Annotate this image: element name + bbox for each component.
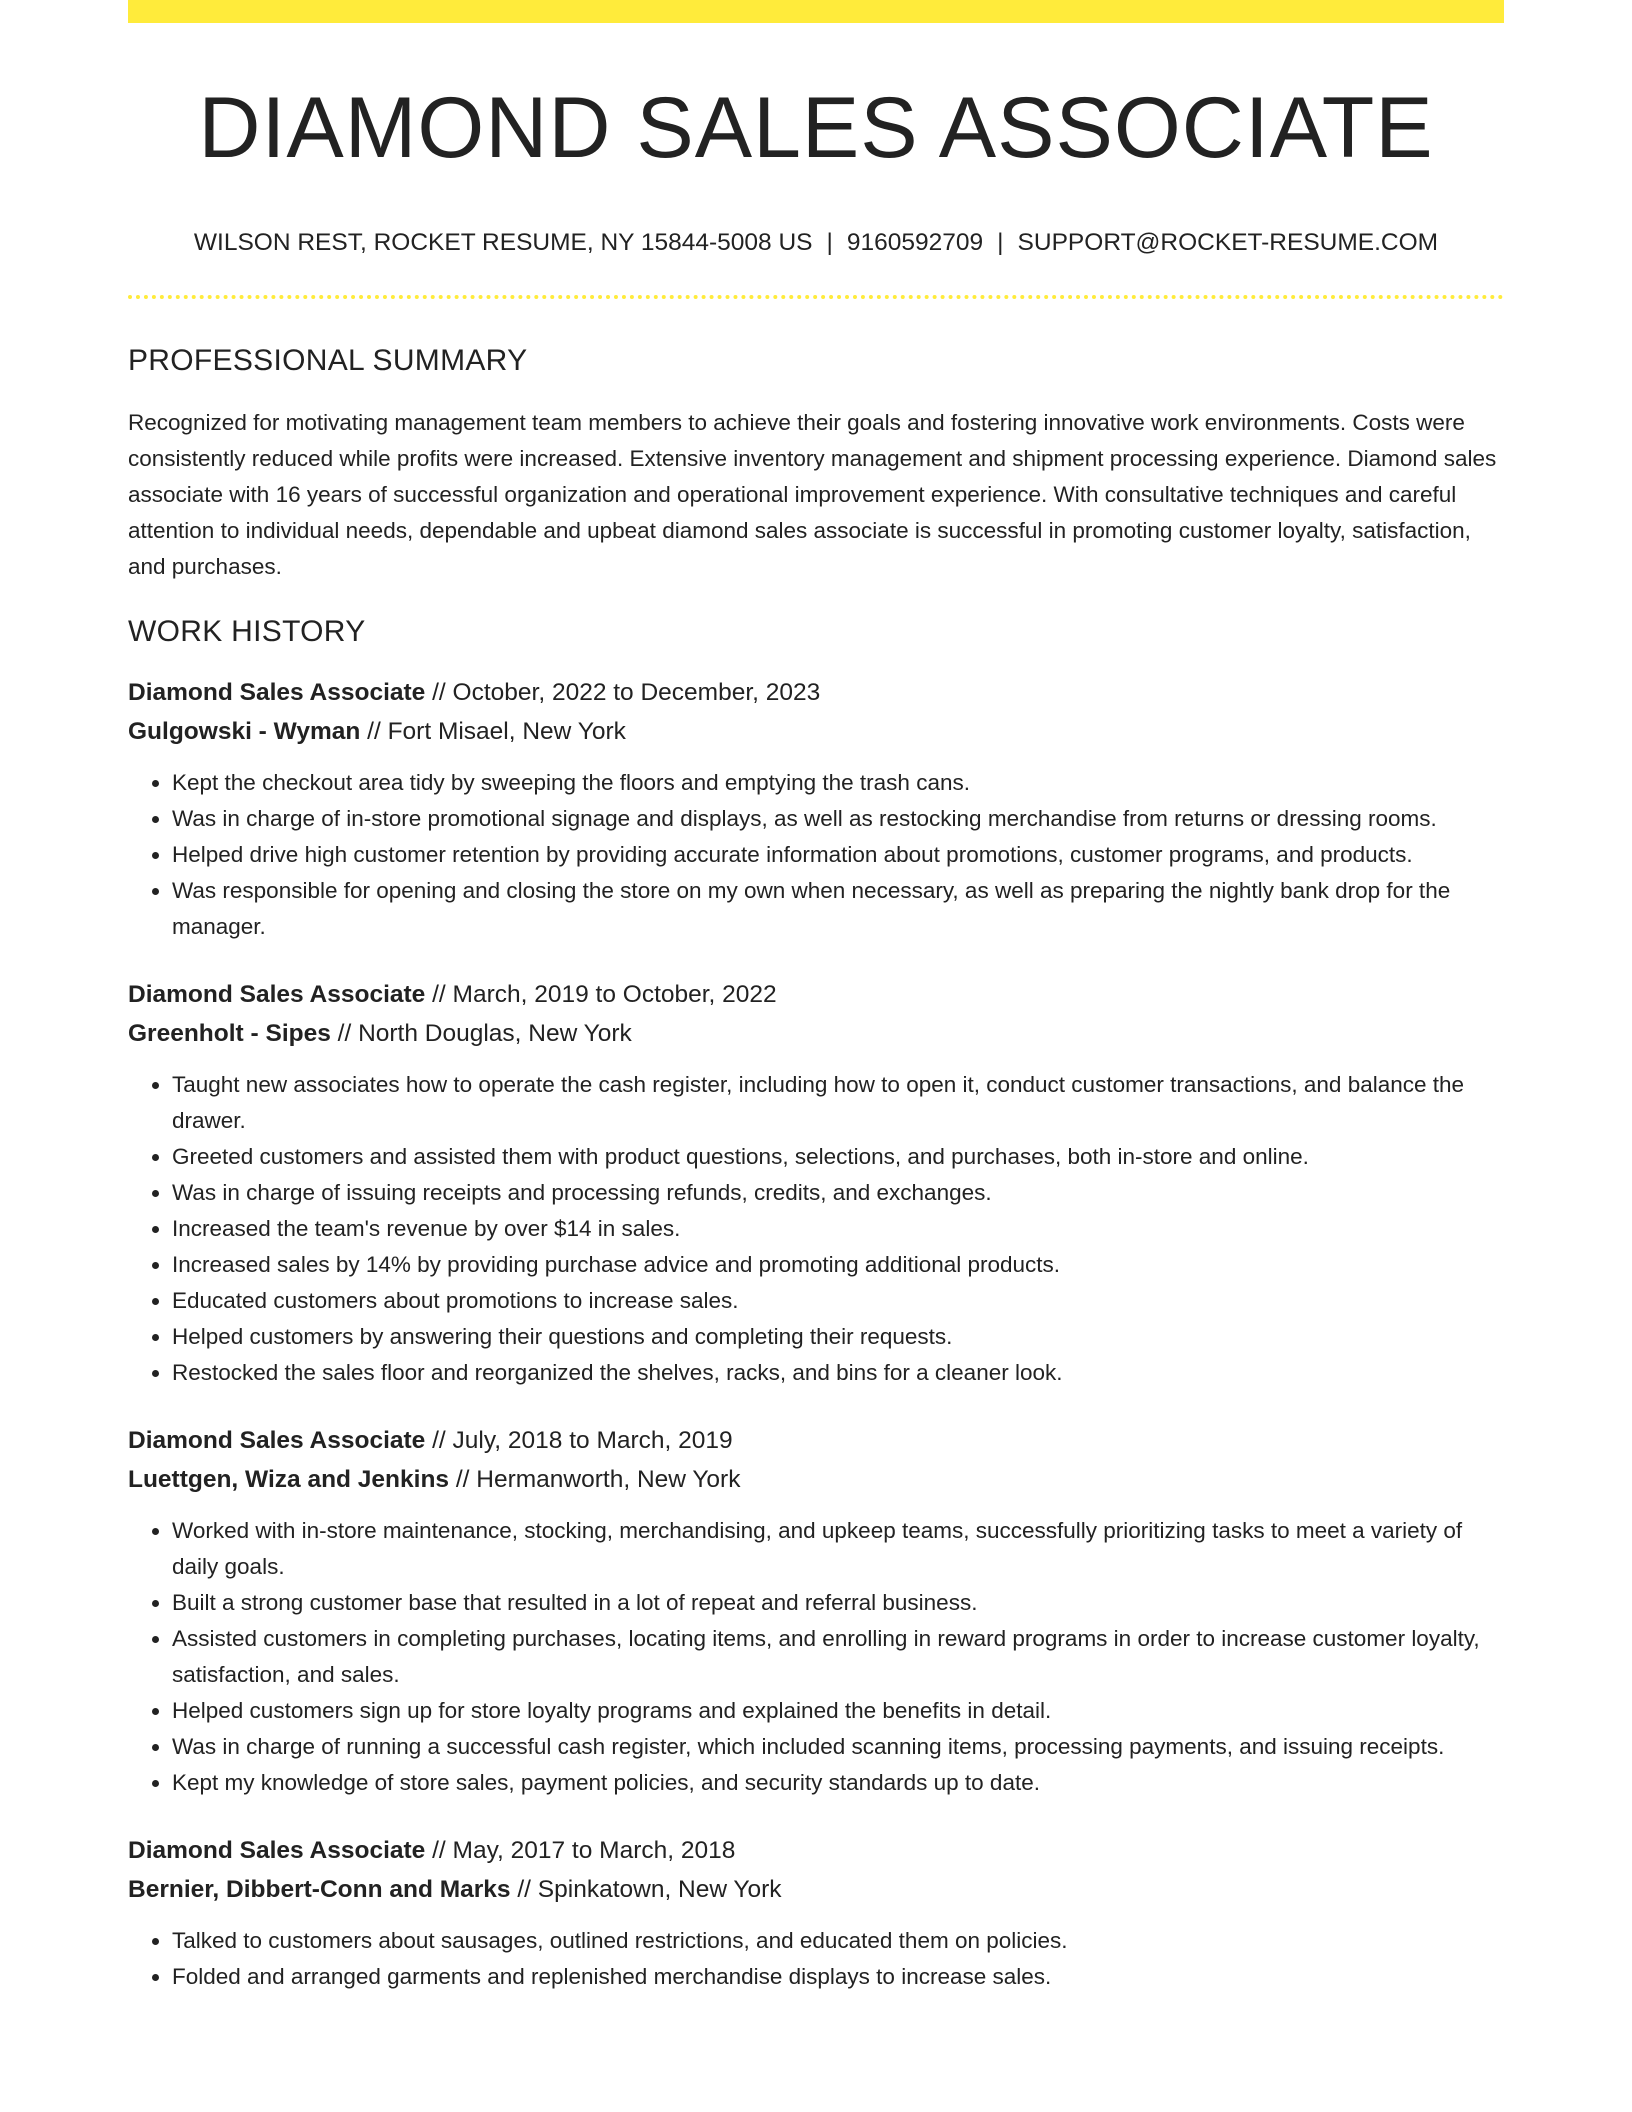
job-bullet: • Kept the checkout area tidy by sweeping the floors and emptying the trash cans. xyxy=(172,765,1504,801)
job-role: Diamond Sales Associate xyxy=(128,1836,426,1864)
job-dates: // May, 2017 to March, 2018 xyxy=(432,1836,736,1864)
contact-separator: | xyxy=(826,228,833,256)
job-company: Gulgowski - Wyman xyxy=(128,717,361,745)
job-entry xyxy=(128,975,1504,1391)
job-location: // Fort Misael, New York xyxy=(367,717,626,745)
job-dates: // July, 2018 to March, 2019 xyxy=(432,1426,733,1454)
job-role-line xyxy=(128,673,1504,712)
job-location: // Hermanworth, New York xyxy=(455,1465,741,1493)
job-bullet: • Increased the team's revenue by over $14 in sales. xyxy=(172,1211,1504,1247)
job-dates: // March, 2019 to October, 2022 xyxy=(432,980,777,1008)
job-company: Luettgen, Wiza and Jenkins xyxy=(128,1465,450,1493)
job-bullet: • Was responsible for opening and closing the store on my own when necessary, as well as preparing the nightly bank drop for the manager. xyxy=(172,873,1504,945)
job-bullet: • Helped drive high customer retention by providing accurate information about promotions, customer programs, and products. xyxy=(172,837,1504,873)
job-role-line xyxy=(128,1831,1504,1870)
job-bullets xyxy=(128,765,1504,945)
job-bullet: • Worked with in-store maintenance, stocking, merchandising, and upkeep teams, successfully prioritizing tasks to meet a variety of daily goals. xyxy=(172,1513,1504,1585)
contact-email: SUPPORT@ROCKET-RESUME.COM xyxy=(1017,228,1439,256)
job-bullet: • Was in charge of in-store promotional signage and displays, as well as restocking merchandise from returns or dressing rooms. xyxy=(172,801,1504,837)
job-role: Diamond Sales Associate xyxy=(128,678,426,706)
summary-heading: PROFESSIONAL SUMMARY xyxy=(128,343,528,377)
job-bullet: • Taught new associates how to operate the cash register, including how to open it, conduct customer transactions, and balance the drawer. xyxy=(172,1067,1504,1139)
resume-title: DIAMOND SALES ASSOCIATE xyxy=(198,80,1434,176)
summary-text: Recognized for motivating management team members to achieve their goals and fostering innovative work environments. Costs were consistently reduced while profits were increased. Extensive inventory management and shipment processing experience. Diamond sales associate with 16 years of successful organization and operational improvement experience. With consultative techniques and careful attention to individual needs, dependable and upbeat diamond sales associate is successful in promoting customer loyalty, satisfaction, and purchases. xyxy=(128,409,1497,579)
job-role: Diamond Sales Associate xyxy=(128,1426,426,1454)
job-company-line xyxy=(128,712,1504,751)
job-bullet: • Folded and arranged garments and replenished merchandise displays to increase sales. xyxy=(172,1959,1504,1995)
job-entry xyxy=(128,673,1504,945)
job-company-line xyxy=(128,1460,1504,1499)
job-bullet: • Helped customers sign up for store loyalty programs and explained the benefits in detail. xyxy=(172,1693,1504,1729)
dotted-divider xyxy=(128,295,1504,299)
job-entry xyxy=(128,1421,1504,1801)
contact-address: WILSON REST, ROCKET RESUME, NY 15844-5008 US xyxy=(193,228,813,256)
job-bullet: • Was in charge of running a successful cash register, which included scanning items, processing payments, and issuing receipts. xyxy=(172,1729,1504,1765)
job-bullet: • Increased sales by 14% by providing purchase advice and promoting additional products. xyxy=(172,1247,1504,1283)
job-bullets xyxy=(128,1067,1504,1391)
job-company-line xyxy=(128,1014,1504,1053)
resume-page xyxy=(128,0,1504,1995)
job-bullet: • Was in charge of issuing receipts and processing refunds, credits, and exchanges. xyxy=(172,1175,1504,1211)
job-location: // North Douglas, New York xyxy=(337,1019,632,1047)
job-bullet: • Helped customers by answering their questions and completing their requests. xyxy=(172,1319,1504,1355)
accent-bar xyxy=(128,0,1504,23)
job-role-line xyxy=(128,975,1504,1014)
job-bullet: • Educated customers about promotions to increase sales. xyxy=(172,1283,1504,1319)
job-role: Diamond Sales Associate xyxy=(128,980,426,1008)
job-entry xyxy=(128,1831,1504,1995)
job-role-line xyxy=(128,1421,1504,1460)
job-company-line xyxy=(128,1870,1504,1909)
job-location: // Spinkatown, New York xyxy=(517,1875,782,1903)
job-bullet: • Talked to customers about sausages, outlined restrictions, and educated them on policies. xyxy=(172,1923,1504,1959)
job-bullets xyxy=(128,1513,1504,1801)
job-dates: // October, 2022 to December, 2023 xyxy=(432,678,821,706)
job-bullets xyxy=(128,1923,1504,1995)
job-bullet: • Assisted customers in completing purchases, locating items, and enrolling in reward programs in order to increase customer loyalty, satisfaction, and sales. xyxy=(172,1621,1504,1693)
work-history-heading: WORK HISTORY xyxy=(128,614,366,648)
job-company: Bernier, Dibbert-Conn and Marks xyxy=(128,1875,511,1903)
job-bullet: • Restocked the sales floor and reorganized the shelves, racks, and bins for a cleaner look. xyxy=(172,1355,1504,1391)
job-bullet: • Built a strong customer base that resulted in a lot of repeat and referral business. xyxy=(172,1585,1504,1621)
job-bullet: • Kept my knowledge of store sales, payment policies, and security standards up to date. xyxy=(172,1765,1504,1801)
contact-phone: 9160592709 xyxy=(846,228,984,256)
job-company: Greenholt - Sipes xyxy=(128,1019,331,1047)
job-bullet: • Greeted customers and assisted them with product questions, selections, and purchases, both in-store and online. xyxy=(172,1139,1504,1175)
contact-line xyxy=(128,229,1504,257)
contact-separator: | xyxy=(997,228,1004,256)
